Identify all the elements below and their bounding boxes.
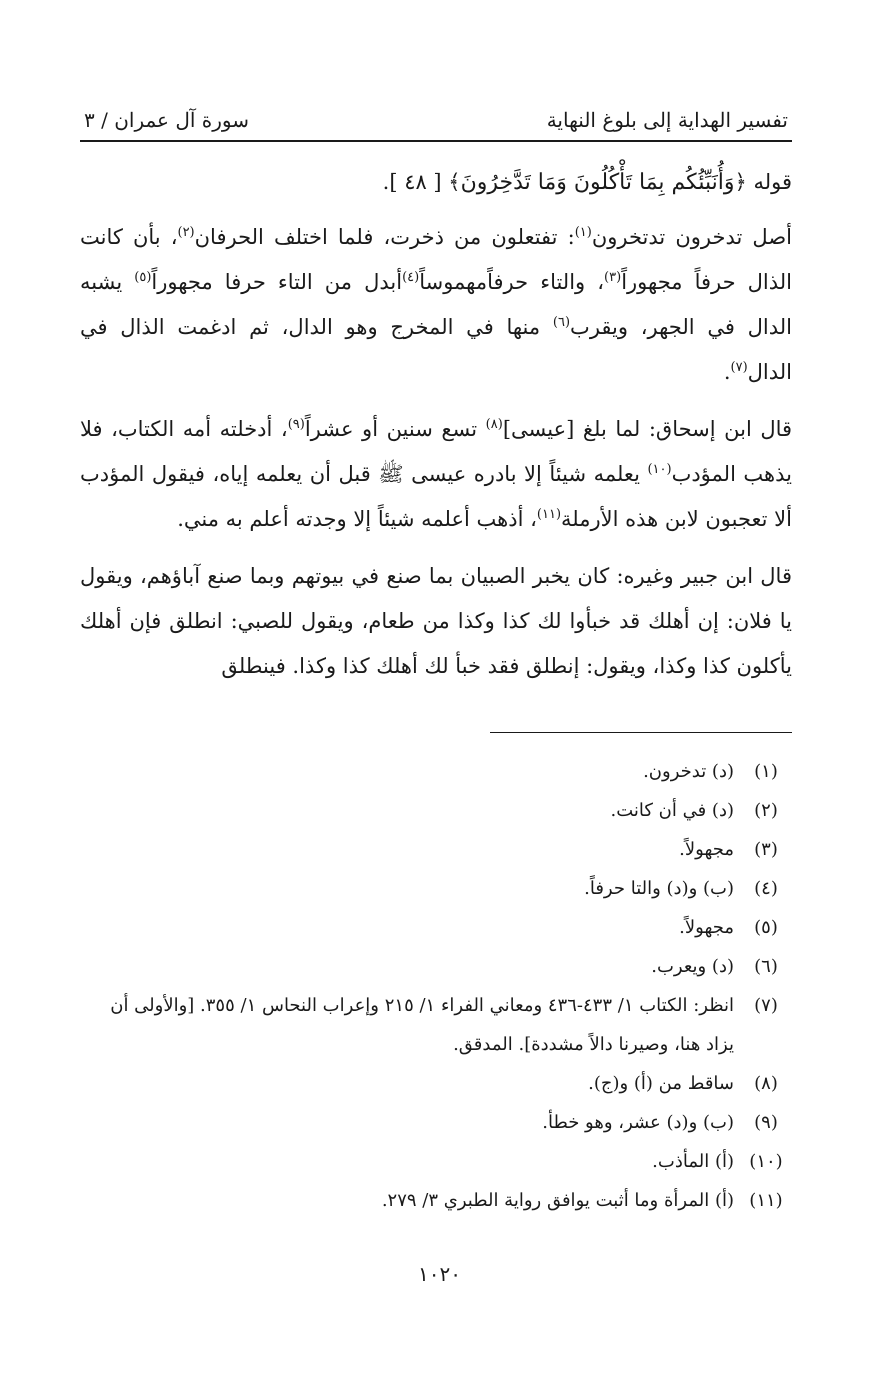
paragraph-text: يعلمه شيئاً إلا بادره عيسى ﷺ قبل أن يعلمه إياه، فيقول المؤدب ألا تعجبون لابن هذه الأرملة: [80, 462, 792, 531]
footnote-text: (د) ويعرب.: [651, 956, 734, 977]
footnote: [80, 869, 792, 908]
footnote-number: (١): [754, 761, 778, 782]
footnote: [80, 1181, 792, 1220]
footnote-number: (٦): [754, 956, 778, 977]
footnote-marker: (٦): [552, 315, 571, 330]
paragraph-text: تسع سنين أو عشراً: [304, 417, 486, 441]
footnote-text: ساقط من (أ) و(ج).: [588, 1073, 734, 1094]
footnote: [80, 986, 792, 1064]
commentary-paragraph: [80, 554, 792, 689]
footnote: [80, 1103, 792, 1142]
quran-text: وَأُنَبِّئُكُم بِمَا تَأْكُلُونَ وَمَا تَدَّخِرُونَ: [460, 170, 735, 195]
footnote: [80, 908, 792, 947]
footnote-marker: (٣): [604, 270, 622, 285]
page-number: ١٠٢٠: [418, 1262, 461, 1286]
paragraph-text: قال ابن إسحاق: لما بلغ [عيسى]: [502, 417, 793, 441]
paragraph-text: .: [723, 360, 731, 384]
footnote-text: (ب) و(د) والتا حرفاً.: [584, 878, 734, 899]
footnote-number: (١١): [749, 1190, 783, 1211]
paragraph-text: ، بأن كانت الذال حرفاً مجهوراً: [80, 225, 793, 294]
verse-paragraph: [80, 160, 792, 205]
footnote: [80, 1142, 792, 1181]
book-title: تفسير الهداية إلى بلوغ النهاية: [546, 108, 788, 132]
main-text: [80, 160, 792, 701]
footnote-number: (١٠): [749, 1151, 783, 1172]
paragraph-text: أصل تدخرون تدتخرون: [591, 225, 792, 249]
commentary-paragraph: [80, 215, 792, 395]
footnote-number: (٩): [754, 1112, 778, 1133]
footnote: [80, 1064, 792, 1103]
footnote: [80, 830, 792, 869]
paragraph-text: ، والتاء حرفاًمهموساً: [419, 270, 605, 294]
footnote-text: (د) تدخرون.: [643, 761, 734, 782]
footnote-marker: (٤): [402, 270, 420, 285]
commentary-paragraph: [80, 407, 792, 542]
footnote-marker: (٩): [287, 417, 305, 432]
footnote: [80, 752, 792, 791]
footnote: [80, 947, 792, 986]
paragraph-text: ، أدخلته أمه الكتاب، فلا يذهب المؤدب: [80, 417, 792, 486]
footnote-number: (٨): [754, 1073, 778, 1094]
footnote-number: (٥): [754, 917, 778, 938]
footnote-marker: (١): [574, 225, 592, 240]
footnote-marker: (٧): [730, 360, 748, 375]
footnote-marker: (١٠): [647, 462, 672, 477]
footnote-number: (٧): [754, 995, 778, 1016]
paragraph-text: : تفتعلون من ذخرت، فلما اختلف الحرفان: [194, 225, 575, 249]
footnote-text: (أ) المأذب.: [652, 1151, 734, 1172]
footnote-text: مجهولاً.: [679, 839, 734, 860]
footnote-marker: (٢): [177, 225, 195, 240]
footnote-number: (٤): [754, 878, 778, 899]
footnote-marker: (٨): [485, 417, 503, 432]
footnote-marker: (١١): [536, 507, 562, 522]
paragraph-text: يشبه الدال في الجهر، ويقرب: [80, 270, 792, 339]
footnote-number: (٢): [754, 800, 778, 821]
footnote-number: (٣): [754, 839, 778, 860]
paragraph-text: منها في المخرج وهو الدال، ثم ادغمت الذال في الدال: [80, 315, 792, 384]
paragraph-text: قوله ﴿: [734, 170, 792, 194]
footnote-text: (ب) و(د) عشر، وهو خطأ.: [542, 1112, 734, 1133]
paragraph-text: قال ابن جبير وغيره: كان يخبر الصبيان بما صنع في بيوتهم وبما صنع آباؤهم، ويقول يا فلان: إن أهلك قد خبأوا لك كذا وكذا من طعام، ويقول للصبي: انطلق فإن أهلك يأكلون كذا وكذا، ويقول: إنطلق فقد خبأ لك أهلك كذا وكذا. فينطلق: [80, 564, 792, 678]
paragraph-text: أبدل من التاء حرفا مجهوراً: [151, 270, 403, 294]
surah-label: سورة آل عمران / ٣: [84, 108, 250, 132]
footnote-text: (د) في أن كانت.: [610, 800, 734, 821]
paragraph-text: ، أذهب أعلمه شيئاً إلا وجدته أعلم به مني.: [177, 507, 537, 531]
footnotes: [80, 752, 792, 1220]
paragraph-text: ﴾ [ ٤٨ ].: [382, 170, 461, 194]
footnote-separator: [490, 732, 792, 733]
footnote-marker: (٥): [134, 270, 152, 285]
footnote: [80, 791, 792, 830]
running-header: [80, 100, 792, 142]
footnote-text: انظر: الكتاب ١/ ٤٣٣-٤٣٦ ومعاني الفراء ١/ ٢١٥ وإعراب النحاس ١/ ٣٥٥. [والأولى أن يزاد هنا، وصيرنا دالاً مشددة]. المدقق.: [110, 995, 734, 1055]
footnote-text: مجهولاً.: [679, 917, 734, 938]
footnote-text: (أ) المرأة وما أثبت يوافق رواية الطبري ٣/ ٢٧٩.: [381, 1190, 734, 1211]
